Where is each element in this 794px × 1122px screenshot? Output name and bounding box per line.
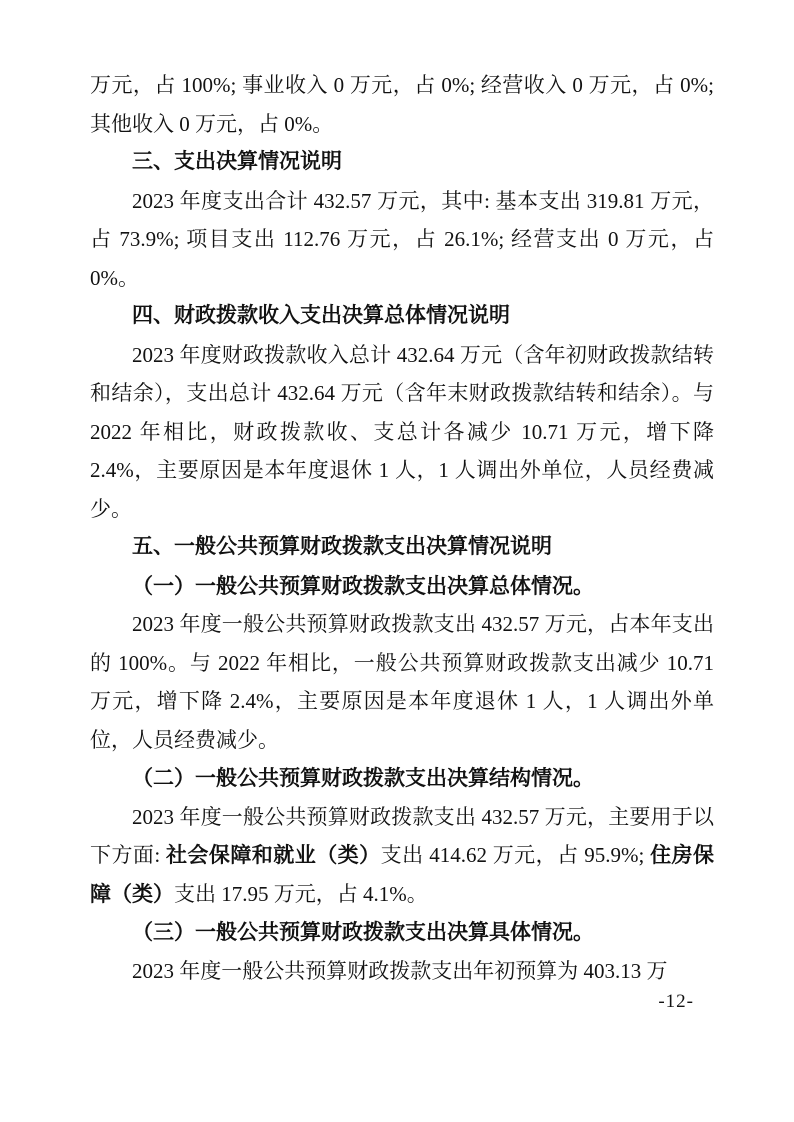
section-heading-general-public-budget-expenditure: 五、一般公共预算财政拨款支出决算情况说明 [132, 535, 552, 558]
document-body [90, 66, 714, 990]
paragraph-fiscal-appropriation-totals: 2023 年度财政拨款收入总计 432.64 万元（含年初财政拨款结转和结余），支出总计 432.64 万元（含年末财政拨款结转和结余）。与 2022 年相比，财政拨款收、支总计各减少 10.71 万元，增下降 2.4%，主要原因是本年度退休 1 人，1 人调出外单位，人员经费减少。 [90, 342, 714, 521]
paragraph-general-budget-initial-budget: 2023 年度一般公共预算财政拨款支出年初预算为 403.13 万 [132, 958, 668, 983]
category-housing-security: 住房保障（类） [90, 843, 715, 906]
paragraph-income-breakdown-continuation: 万元，占 100%; 事业收入 0 万元，占 0%; 经营收入 0 万元，占 0%; 其他收入 0 万元，占 0%。 [90, 73, 714, 136]
text-segment: 2023 年度一般公共预算财政拨款支出 432.57 万元，主要用于以下方面: [90, 804, 714, 867]
paragraph-expenditure-total: 2023 年度支出合计 432.57 万元，其中: 基本支出 319.81 万元，占 73.9%; 项目支出 112.76 万元，占 26.1%; 经营支出 0 万元，占 0%。 [90, 188, 714, 290]
page-number: -12- [658, 991, 694, 1012]
section-heading-fiscal-appropriation-overview: 四、财政拨款收入支出决算总体情况说明 [132, 304, 510, 327]
paragraph-general-budget-structure [90, 798, 714, 914]
text-segment: 支出 414.62 万元，占 95.9%; [380, 843, 651, 867]
text-segment: 支出 17.95 万元，占 4.1%。 [174, 881, 428, 906]
section-heading-expenditure-summary: 三、支出决算情况说明 [132, 150, 342, 173]
paragraph-general-budget-overall: 2023 年度一般公共预算财政拨款支出 432.57 万元，占本年支出的 100%。与 2022 年相比，一般公共预算财政拨款支出减少 10.71 万元，增下降 2.4%，主要原因是本年度退休 1 人，1 人调出外单位，人员经费减少。 [90, 612, 714, 752]
category-social-security-employment: 社会保障和就业（类） [165, 843, 381, 867]
subsection-heading-structure-situation: （二）一般公共预算财政拨款支出决算结构情况。 [132, 766, 594, 790]
subsection-heading-specific-situation: （三）一般公共预算财政拨款支出决算具体情况。 [132, 920, 594, 944]
subsection-heading-overall-situation: （一）一般公共预算财政拨款支出决算总体情况。 [132, 573, 594, 598]
